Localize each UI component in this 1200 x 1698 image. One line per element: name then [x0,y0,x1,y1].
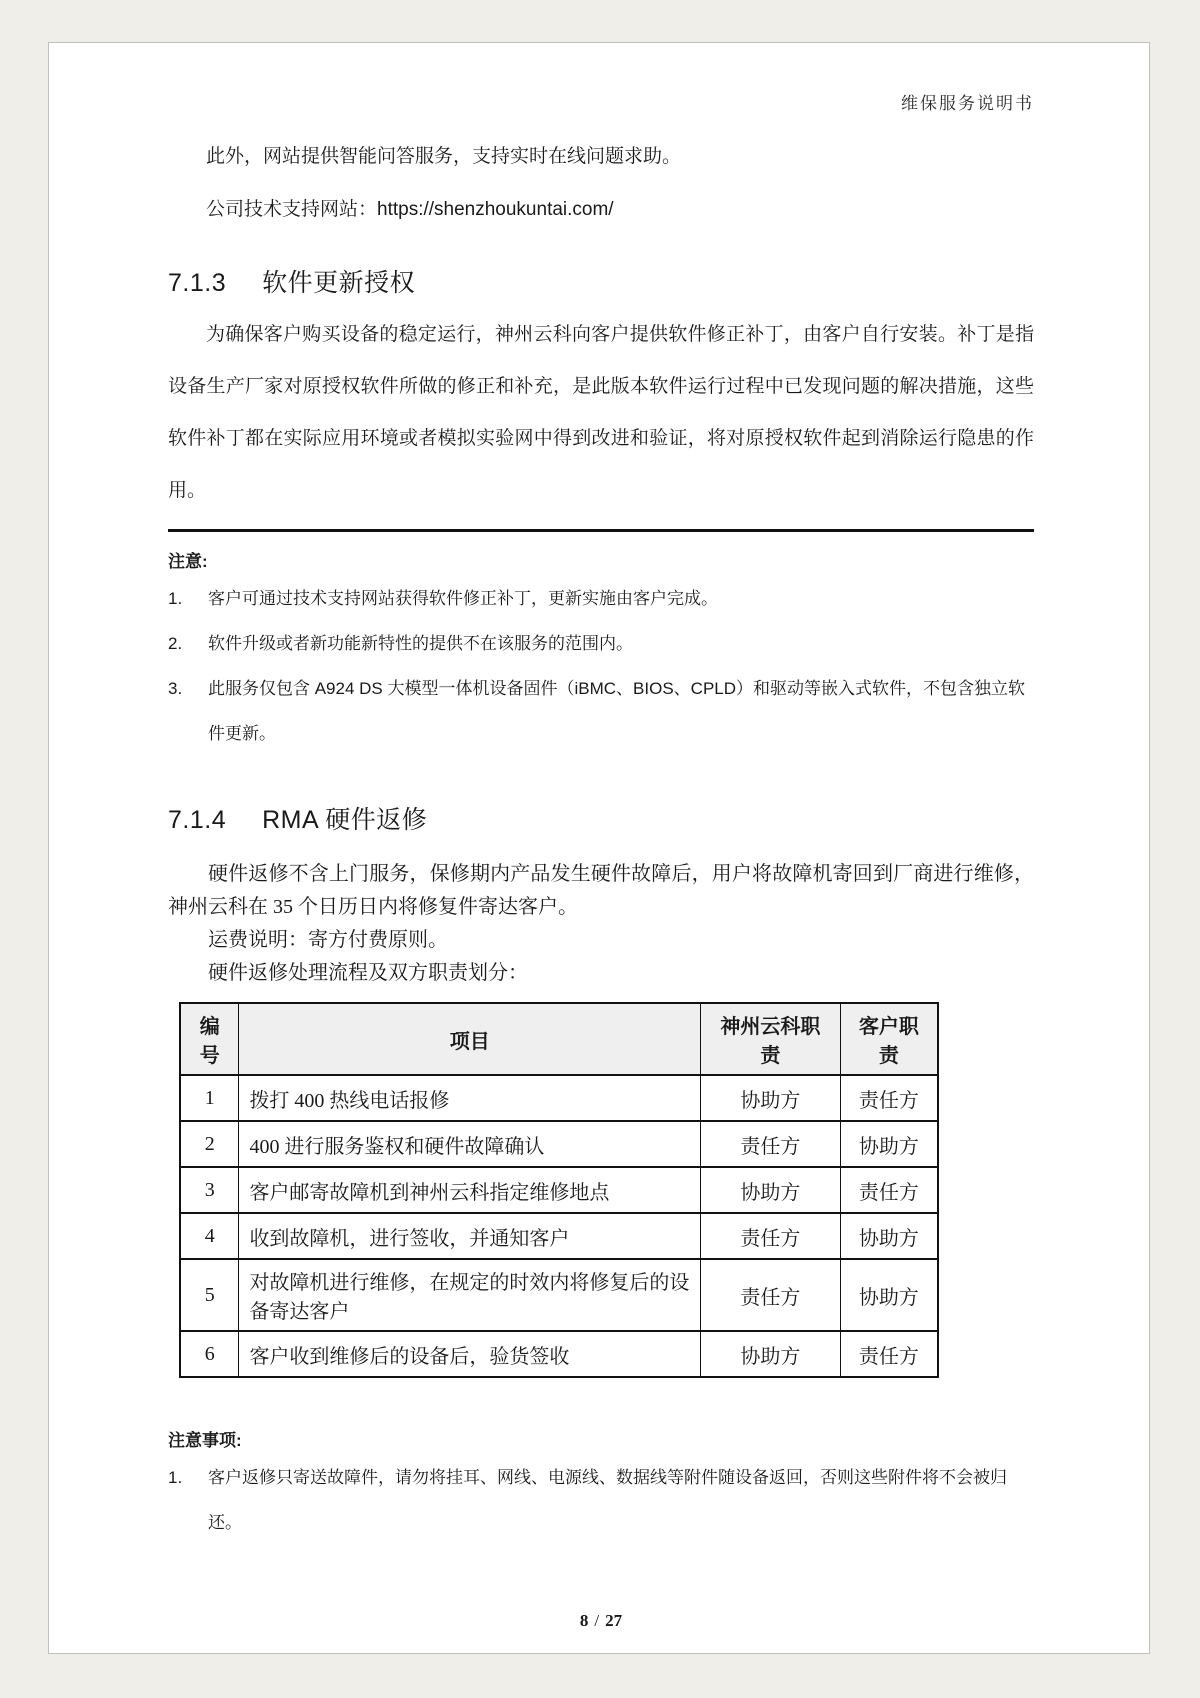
table-cell: 拨打 400 热线电话报修 [239,1075,701,1121]
table-header-cell: 客户职责 [840,1003,938,1075]
page-separator: / [594,1611,600,1630]
table-row [180,1075,938,1121]
table-cell: 2 [180,1121,239,1167]
current-page: 8 [579,1611,589,1630]
table-cell: 协助方 [840,1121,938,1167]
table-row [180,1331,938,1377]
section-number: 7.1.4 [168,806,227,834]
section-heading-714 [168,800,1034,836]
support-site-line: 公司技术支持网站：https://shenzhoukuntai.com/ [206,199,614,220]
table-cell: 责任方 [840,1331,938,1377]
section-number: 7.1.3 [168,269,227,297]
table-cell: 收到故障机，进行签收，并通知客户 [239,1213,701,1259]
table-header-row [180,1003,938,1075]
table-header-cell: 神州云科职责 [701,1003,841,1075]
table-cell: 3 [180,1167,239,1213]
shipping-note: 运费说明：寄方付费原则。 [208,929,448,951]
intro-paragraph: 此外，网站提供智能问答服务，支持实时在线问题求助。 [206,146,682,167]
page-header [168,89,1034,114]
note-divider [168,529,1034,532]
table-cell: 协助方 [840,1213,938,1259]
table-header-cell: 编号 [180,1003,239,1075]
table-cell: 5 [180,1259,239,1331]
note-item [168,666,1034,756]
table-cell: 客户收到维修后的设备后，验货签收 [239,1331,701,1377]
table-cell: 4 [180,1213,239,1259]
table-cell: 责任方 [840,1167,938,1213]
note-number: 2. [168,634,183,653]
table-cell: 6 [180,1331,239,1377]
table-row [180,1121,938,1167]
table-row [180,1259,938,1331]
note-label: 注意: [168,552,208,571]
note-number: 1. [168,589,183,608]
table-cell: 协助方 [701,1075,841,1121]
table-cell: 协助方 [840,1259,938,1331]
notes-list-713 [168,576,1034,756]
note-number: 1. [168,1468,183,1487]
table-lead-in: 硬件返修处理流程及双方职责划分： [208,962,528,984]
note-item [168,576,1034,621]
rma-process-table [179,1002,939,1378]
table-cell: 对故障机进行维修，在规定的时效内将修复后的设备寄达客户 [239,1259,701,1331]
section-title: RMA 硬件返修 [262,806,428,834]
table-row [180,1213,938,1259]
table-cell: 客户邮寄故障机到神州云科指定维修地点 [239,1167,701,1213]
note-label: 注意事项: [168,1431,242,1450]
table-cell: 责任方 [701,1121,841,1167]
section-713-body: 为确保客户购买设备的稳定运行，神州云科向客户提供软件修正补丁，由客户自行安装。补丁是指设备生产厂家对原授权软件所做的修正和补充，是此版本软件运行过程中已发现问题的解决措施，这些软件补丁都在实际应用环境或者模拟实验网中得到改进和验证，将对原授权软件起到消除运行隐患的作用。 [168,324,1034,501]
table-header-cell: 项目 [239,1003,701,1075]
table-cell: 责任方 [701,1259,841,1331]
table-cell: 400 进行服务鉴权和硬件故障确认 [239,1121,701,1167]
notes-list-714 [168,1455,1034,1545]
section-714-paragraph: 硬件返修不含上门服务，保修期内产品发生硬件故障后，用户将故障机寄回到厂商进行维修，神州云科在 35 个日历日内将修复件寄达客户。 [168,863,1034,918]
page-number [168,1611,1034,1631]
note-text: 此服务仅包含 A924 DS 大模型一体机设备固件（iBMC、BIOS、CPLD）和驱动等嵌入式软件，不包含独立软件更新。 [208,679,1026,743]
table-cell: 协助方 [701,1167,841,1213]
note-text: 客户返修只寄送故障件，请勿将挂耳、网线、电源线、数据线等附件随设备返回，否则这些附件将不会被归还。 [208,1468,1007,1532]
note-text: 客户可通过技术支持网站获得软件修正补丁，更新实施由客户完成。 [208,589,718,608]
note-item [168,1455,1034,1545]
table-cell: 协助方 [701,1331,841,1377]
section-heading-713 [168,263,1034,299]
doc-title: 维保服务说明书 [901,94,1034,113]
document-page [48,42,1150,1654]
note-number: 3. [168,679,183,698]
table-cell: 责任方 [840,1075,938,1121]
section-title: 软件更新授权 [262,269,416,297]
table-cell: 1 [180,1075,239,1121]
note-item [168,621,1034,666]
table-cell: 责任方 [701,1213,841,1259]
total-pages: 27 [605,1611,623,1630]
note-text: 软件升级或者新功能新特性的提供不在该服务的范围内。 [208,634,633,653]
table-row [180,1167,938,1213]
